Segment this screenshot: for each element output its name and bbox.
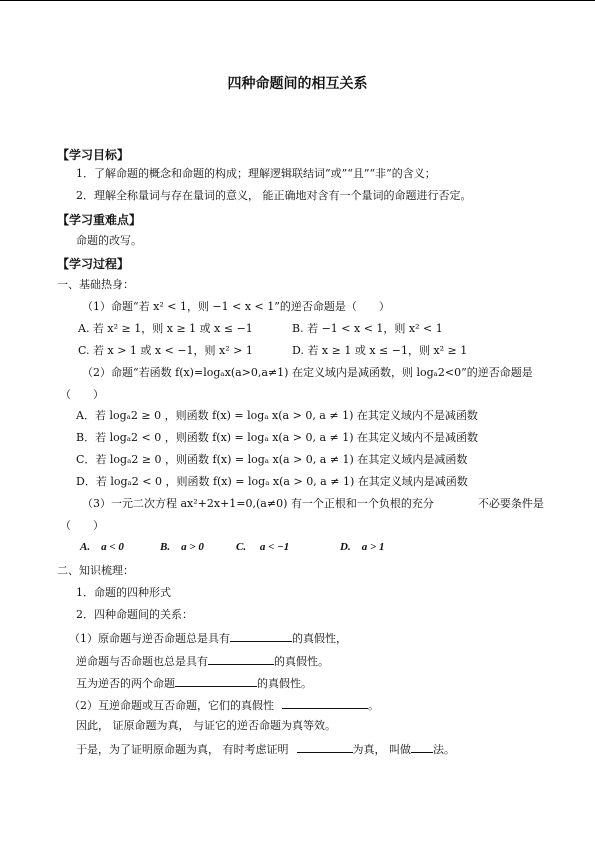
q2-option-c: C．若 logₐ2 ≥ 0 ，则函数 f(x) = logₐ x(a > 0, a ≠ 1) 在其定义域内是减函数: [76, 453, 468, 466]
q2-paren: （ ）: [60, 388, 104, 401]
q1-stem: （1）命题“若 x² < 1，则 −1 < x < 1”的逆否命题是（ ）: [82, 300, 390, 313]
q1-option-a: A. 若 x² ≥ 1，则 x ≥ 1 或 x ≤ −1: [78, 322, 253, 335]
part2-item-2: 2．四种命题间的关系：: [76, 608, 193, 621]
relation-line-5: 因此， 证原命题为真， 与证它的逆否命题为真等效。: [76, 719, 336, 732]
blank-5[interactable]: [297, 741, 353, 753]
q2-option-b: B．若 logₐ2 < 0 ，则函数 f(x) = logₐ x(a > 0, a ≠ 1) 在其定义域内不是减函数: [76, 431, 479, 444]
relation-line-2-end: 的真假性。: [274, 655, 329, 668]
q2-stem: （2）命题“若函数 f(x)=logₐx(a>0,a≠1) 在定义域内是减函数，则 logₐ2<0”的逆否命题是: [82, 366, 533, 379]
section-heading-process: 【学习过程】: [57, 257, 130, 271]
blank-3[interactable]: [175, 675, 257, 687]
relation-line-3-start: 互为逆否的两个命题: [76, 677, 175, 690]
relation-line-6: [76, 741, 455, 757]
key-point-text: 命题的改写。: [76, 234, 142, 247]
blank-1[interactable]: [230, 630, 292, 642]
part2-item-1: 1．命题的四种形式: [76, 586, 171, 599]
goal-2: 2．理解全称量词与存在量词的意义， 能正确地对含有一个量词的命题进行否定。: [76, 189, 472, 202]
q3-option-b: B. a > 0: [160, 541, 204, 553]
section-heading-key-points: 【学习重难点】: [57, 213, 142, 227]
top-rule: [0, 0, 595, 1]
relation-line-6-mid: 为真， 叫做: [352, 743, 411, 756]
q2-option-d: D．若 logₐ2 < 0 ，则函数 f(x) = logₐ x(a > 0, a ≠ 1) 在其定义域内是减函数: [76, 475, 468, 488]
part2-heading: 二、知识梳理：: [57, 564, 134, 577]
blank-2[interactable]: [208, 653, 274, 665]
relation-line-1: [69, 630, 347, 646]
section-heading-goals: 【学习目标】: [57, 148, 130, 162]
relation-line-3-end: 的真假性。: [257, 677, 312, 690]
relation-line-4: [69, 697, 379, 713]
q3-option-a: A. a < 0: [80, 541, 124, 553]
blank-6[interactable]: [411, 741, 433, 753]
relation-line-2: [76, 653, 329, 669]
q1-option-c: C. 若 x > 1 或 x < −1，则 x² > 1: [78, 344, 253, 357]
page-title: 四种命题间的相互关系: [227, 76, 368, 92]
q3-option-d: D. a > 1: [340, 541, 385, 553]
q1-option-d: D. 若 x ≥ 1 或 x ≤ −1，则 x² ≥ 1: [292, 344, 468, 357]
blank-4[interactable]: [282, 697, 368, 709]
q3-option-c: C. a < −1: [236, 541, 290, 553]
relation-line-1-start: （1）原命题与逆否命题总是具有: [69, 632, 230, 645]
relation-line-4-start: （2）互逆命题或互否命题，它们的真假性: [69, 699, 274, 712]
q3-paren: （ ）: [60, 519, 104, 532]
part1-heading: 一、基础热身：: [57, 278, 134, 291]
goal-1: 1．了解命题的概念和命题的构成；理解逻辑联结词“或”“且”“非”的含义；: [76, 167, 436, 180]
q3-stem: （3）一元二次方程 ax²+2x+1=0,(a≠0) 有一个正根和一个负根的充分 不必要条件是: [82, 497, 544, 510]
relation-line-6-end: 法。: [433, 743, 455, 756]
relation-line-3: [76, 675, 312, 691]
relation-line-4-end: 。: [368, 699, 379, 712]
relation-line-1-end: 的真假性，: [292, 632, 347, 645]
relation-line-2-start: 逆命题与否命题也总是具有: [76, 655, 208, 668]
relation-line-6-start: 于是，为了证明原命题为真， 有时考虑证明: [76, 743, 289, 756]
q2-option-a: A．若 logₐ2 ≥ 0 ，则函数 f(x) = logₐ x(a > 0, a ≠ 1) 在其定义域内不是减函数: [76, 409, 478, 422]
q1-option-b: B. 若 −1 < x < 1，则 x² < 1: [292, 322, 443, 335]
